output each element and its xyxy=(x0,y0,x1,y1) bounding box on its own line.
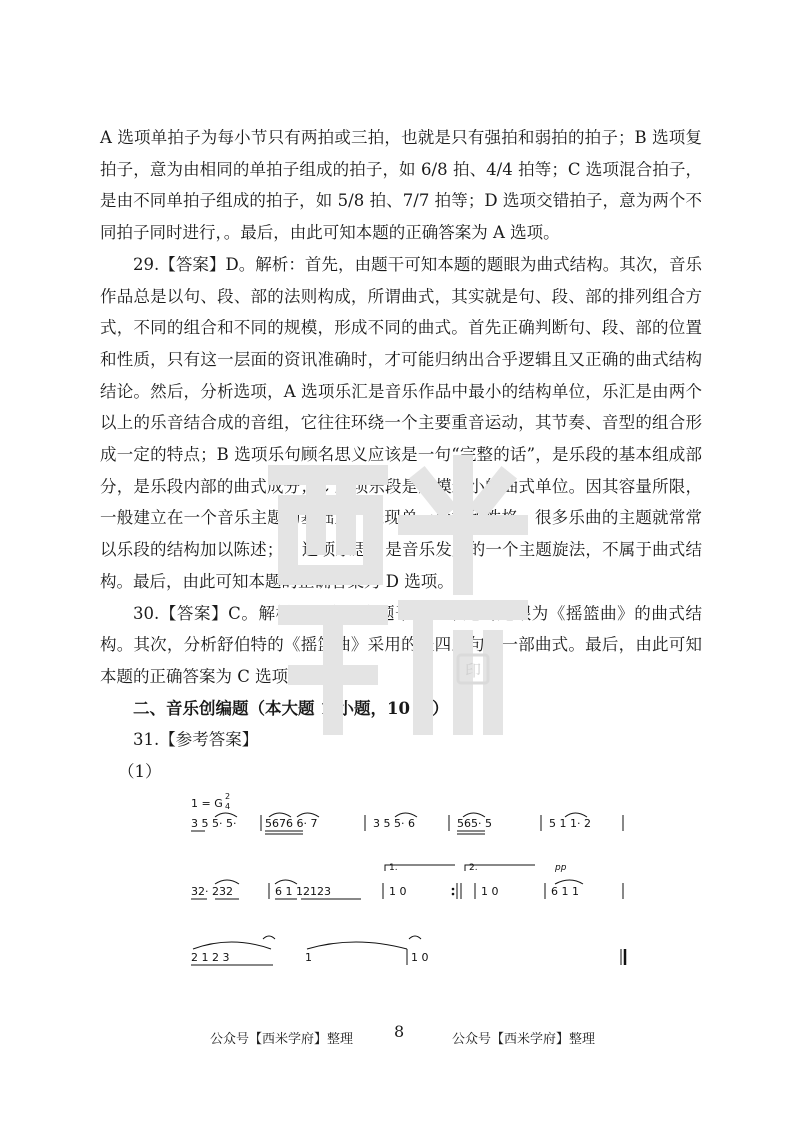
paragraph-answer-30: 30.【答案】C。解析：首先，由题干可知本题的题眼为《摇篮曲》的曲式结构。其次，分析舒伯特的《摇篮曲》采用的是四乐句的一部曲式。最后，由此可知本题的正确答案为 C 选项。 xyxy=(100,603,702,686)
measure-1-4: 565· 5 xyxy=(457,817,492,830)
measure-1-5: 5 1 1· 2 xyxy=(549,817,591,830)
footer-left-credit: 公众号【西米学府】整理 xyxy=(210,1032,354,1047)
svg-text:印: 印 xyxy=(465,661,482,680)
measure-3-2: 1 xyxy=(305,951,312,964)
measure-2-2: 6 1 12123 xyxy=(275,885,331,898)
measure-1-3: 3 5 5· 6 xyxy=(373,817,415,830)
measure-3-1: 2 1 2 3 xyxy=(191,951,230,964)
footer-right-credit: 公众号【西米学府】整理 xyxy=(452,1032,596,1047)
measure-1-2: 5676 6· 7 xyxy=(265,817,318,830)
part-label: （1） xyxy=(118,762,162,782)
measure-2-4: 1 0 xyxy=(481,885,499,898)
watermark-logo xyxy=(258,445,538,735)
score-time-top: 2 xyxy=(225,792,231,801)
section-title: 二、音乐创编题（本大题 1 小题，10 分） xyxy=(133,698,449,718)
music-score xyxy=(185,785,645,975)
measure-3-3: 1 0 xyxy=(411,951,429,964)
paragraph-answer-29: 29.【答案】D。解析：首先，由题干可知本题的题眼为曲式结构。其次，音乐作品总是以句、段、部的法则构成，所谓曲式，其实就是句、段、部的排列组合方式，不同的组合和不同的规模，形成不同的曲式。首先正确判断句、段、部的位置和性质，只有这一层面的资讯准确时，才可能归纳出合乎逻辑且又正确的曲式结构结论。然后，分析选项，A 选项乐汇是音乐作品中最小的结构单位，乐汇是由两个以上的乐音结合成的音组，它往往环绕一个主要重音运动，其节奏、音型的组合形成一定的特点；B 选项乐句顾名思义应该是一句“完整的话”，是乐段的基本组成部分，是乐段内部的曲式成分；C 选项乐段是规模最小的曲式单位。因其容量所限，一般建立在一个音乐主题的基础上，表现单一形象和性格，很多乐曲的主题就常常以乐段的结构加以陈述；D 选项乐思，是音乐发展的一个主题旋法，不属于曲式结构。最后，由此可知本题的正确答案为 D 选项。 xyxy=(100,254,702,591)
measure-1-1: 3 5 5· 5· xyxy=(191,817,237,830)
score-row-2 xyxy=(191,885,579,898)
page-footer xyxy=(0,1022,800,1052)
score-key: 1 = G xyxy=(191,797,223,810)
measure-2-5: 6 1 1 xyxy=(551,885,579,898)
page-number: 8 xyxy=(394,1022,405,1041)
answer-label-31: 31.【参考答案】 xyxy=(133,730,259,750)
dynamic-marking: pp xyxy=(555,863,567,873)
score-time-bottom: 4 xyxy=(225,802,231,811)
score-row-3 xyxy=(191,951,429,964)
measure-2-1: 32· 232 xyxy=(191,885,233,898)
volta-1: 1. xyxy=(389,863,398,873)
paragraph-options-explanation: A 选项单拍子为每小节只有两拍或三拍，也就是只有强拍和弱拍的拍子；B 选项复拍子，意为由相同的单拍子组成的拍子，如 6/8 拍、4/4 拍等；C 选项混合拍子，是由不同单拍子组成的拍子，如 5/8 拍、7/7 拍等；D 选项交错拍子，意为两个不同拍子同时进行，。最后，由此可知本题的正确答案为 A 选项。 xyxy=(100,128,702,243)
score-row-1 xyxy=(191,817,591,830)
measure-2-3: 1 0 xyxy=(389,885,407,898)
volta-2: 2. xyxy=(469,863,478,873)
